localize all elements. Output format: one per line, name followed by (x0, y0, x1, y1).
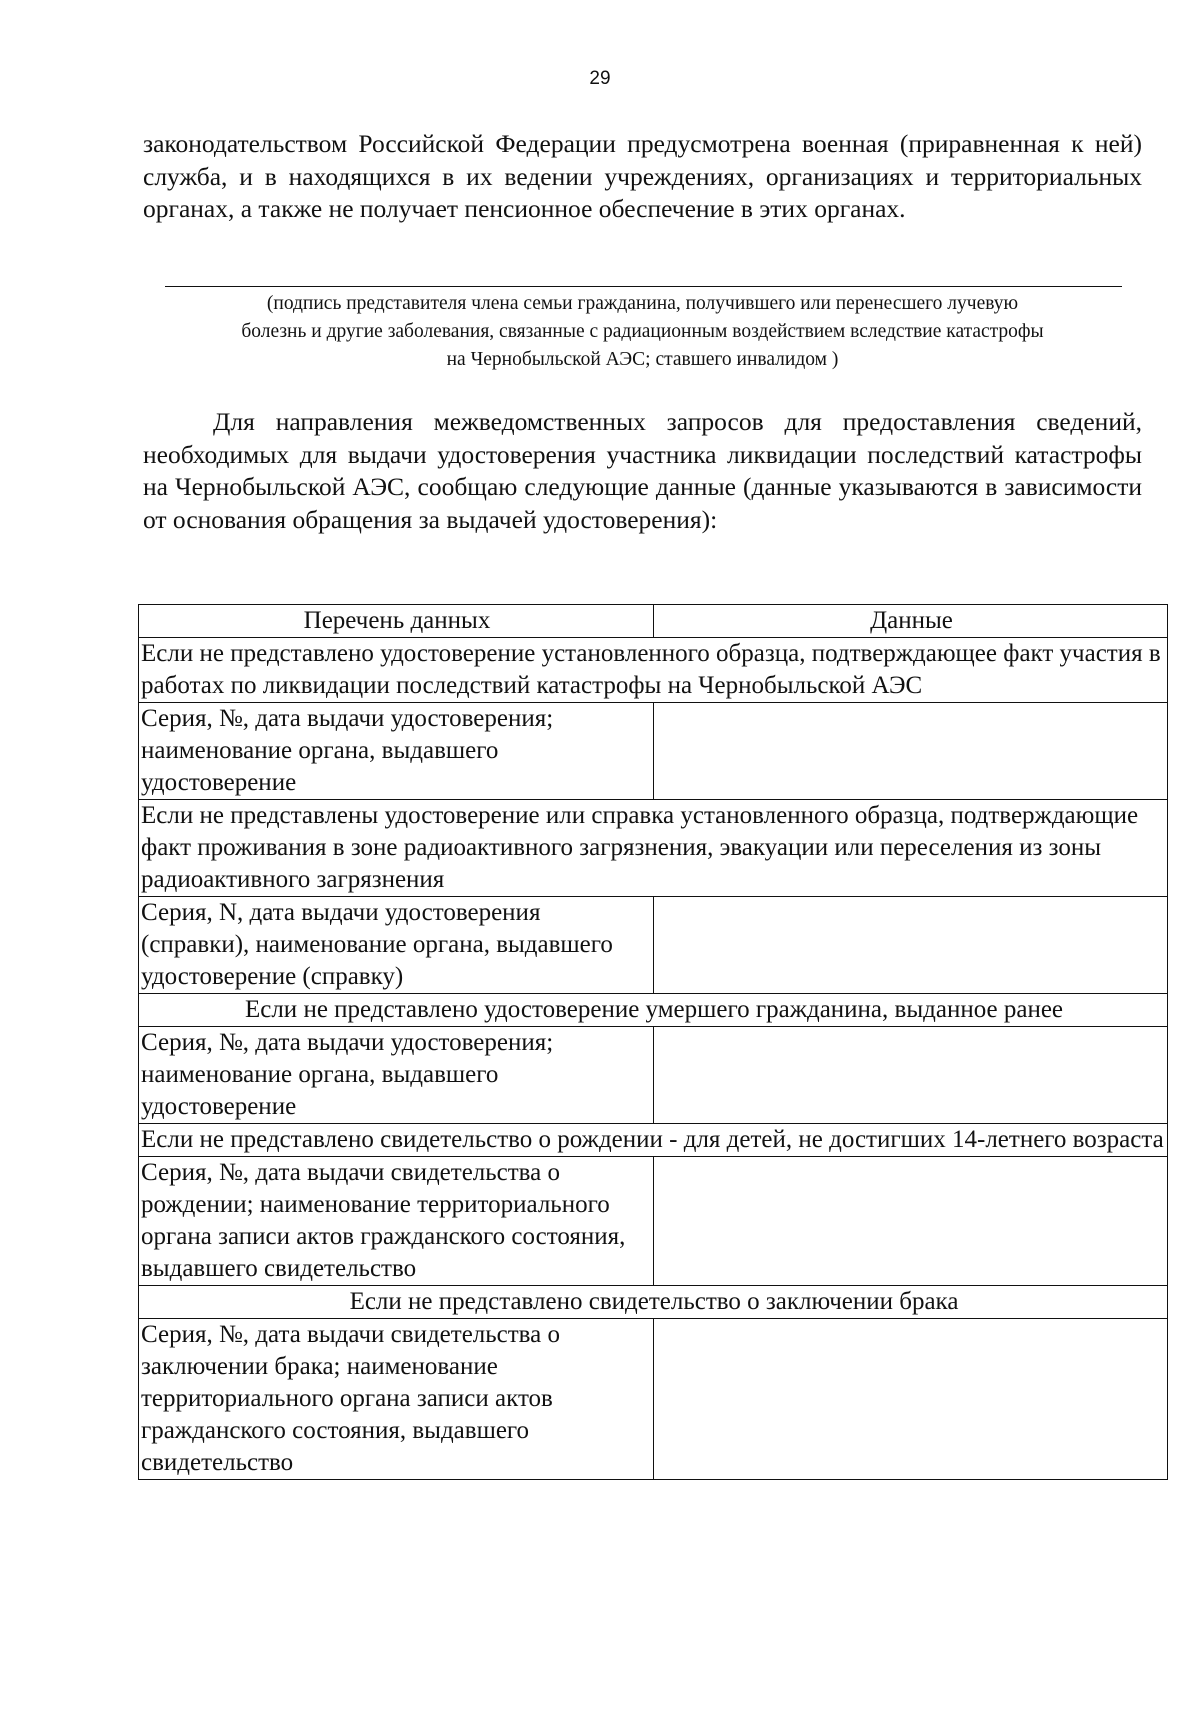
paragraph-continuation: законодательством Российской Федерации предусмотрена военная (приравненная к ней) служба, и в находящихся в их ведении учреждениях, организациях и территориальных органах, а также не получает пенсионное обеспечение в этих органах. (143, 129, 1142, 223)
header-data-list: Перечень данных (139, 605, 654, 638)
table-row (139, 1027, 1168, 1124)
table-row (139, 1157, 1168, 1286)
section-marriage-certificate: Если не представлено свидетельство о заключении брака (139, 1286, 1168, 1319)
row-value-cell[interactable] (654, 1157, 1168, 1286)
signature-caption (143, 290, 1142, 374)
signature-line (165, 286, 1122, 287)
section-liquidator-certificate: Если не представлено удостоверение установленного образца, подтверждающее факт участия в работах по ликвидации последствий катастрофы на Чернобыльской АЭС (139, 638, 1168, 703)
table-section-row (139, 994, 1168, 1027)
table-section-row (139, 800, 1168, 897)
table-header-row (139, 605, 1168, 638)
row-value-cell[interactable] (654, 703, 1168, 800)
row-label-deceased-certificate: Серия, №, дата выдачи удостоверения; наименование органа, выдавшего удостоверение (139, 1027, 654, 1124)
paragraph-request-intro: Для направления межведомственных запросов для предоставления сведений, необходимых для выдачи удостоверения участника ликвидации последствий катастрофы на Чернобыльской АЭС, сообщаю следующие данные (данные указываются в зависимости от основания обращения за выдачей удостоверения): (143, 407, 1142, 534)
table-row (139, 897, 1168, 994)
section-birth-certificate: Если не представлено свидетельство о рождении - для детей, не достигших 14-летнего возраста (139, 1124, 1168, 1157)
row-value-cell[interactable] (654, 1027, 1168, 1124)
row-label-marriage-certificate: Серия, №, дата выдачи свидетельства о заключении брака; наименование территориального органа записи актов гражданского состояния, выдавшего свидетельство (139, 1319, 654, 1480)
row-label-certificate: Серия, №, дата выдачи удостоверения; наименование органа, выдавшего удостоверение (139, 703, 654, 800)
header-data: Данные (654, 605, 1168, 638)
section-residence-certificate: Если не представлены удостоверение или справка установленного образца, подтверждающие факт проживания в зоне радиоактивного загрязнения, эвакуации или переселения из зоны радиоактивного загрязнения (139, 800, 1168, 897)
signature-caption-line-1: (подпись представителя члена семьи гражданина, получившего или перенесшего лучевую (266, 293, 1019, 314)
signature-caption-line-2: болезнь и другие заболевания, связанные с радиационным воздействием вследствие катастрофы (241, 321, 1044, 342)
row-value-cell[interactable] (654, 1319, 1168, 1480)
row-label-birth-certificate: Серия, №, дата выдачи свидетельства о рождении; наименование территориального органа записи актов гражданского состояния, выдавшего свидетельство (139, 1157, 654, 1286)
table-section-row (139, 638, 1168, 703)
page-number: 29 (589, 68, 611, 89)
table-section-row (139, 1286, 1168, 1319)
row-value-cell[interactable] (654, 897, 1168, 994)
signature-caption-line-3: на Чернобыльской АЭС; ставшего инвалидом ) (446, 349, 839, 370)
table-section-row (139, 1124, 1168, 1157)
table-row (139, 1319, 1168, 1480)
row-label-residence-certificate: Серия, N, дата выдачи удостоверения (справки), наименование органа, выдавшего удостоверение (справку) (139, 897, 654, 994)
table-row (139, 703, 1168, 800)
data-table (138, 604, 1168, 1480)
section-deceased-certificate: Если не представлено удостоверение умершего гражданина, выданное ранее (139, 994, 1168, 1027)
